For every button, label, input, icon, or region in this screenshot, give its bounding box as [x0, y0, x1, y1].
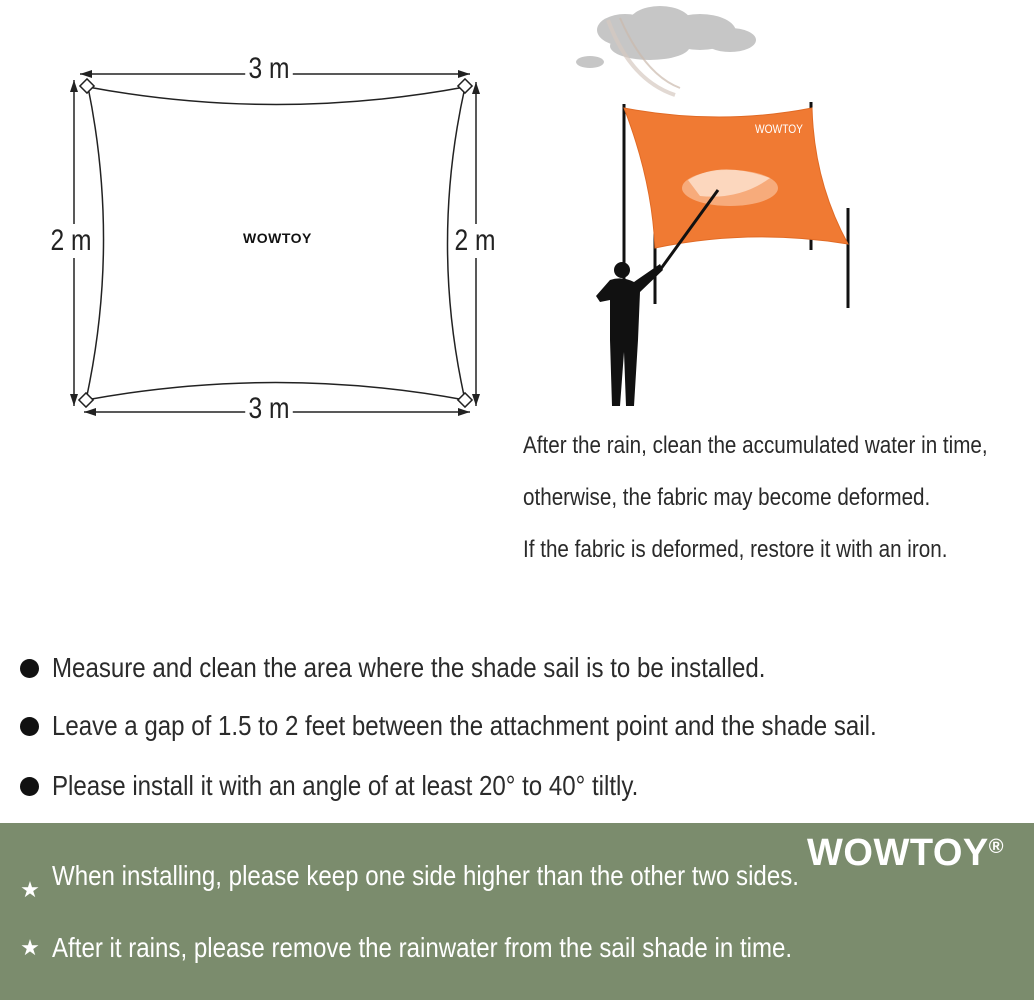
- illustration-sail-brand: WOWTOY: [755, 122, 803, 136]
- footer-tip-2: [20, 932, 913, 964]
- bullet-item-angle: [20, 770, 734, 802]
- footer-tip-text: After it rains, please remove the rainwater from the sail shade in time.: [52, 932, 793, 963]
- bullet-item-measure: [20, 652, 882, 684]
- bullet-text: Leave a gap of 1.5 to 2 feet between the attachment point and the shade sail.: [52, 710, 877, 741]
- left-dimension-label: 2 m: [47, 224, 95, 258]
- rain-note-2: otherwise, the fabric may become deformed.: [523, 484, 931, 511]
- bullet-text: Please install it with an angle of at least 20° to 40° tiltly.: [52, 770, 639, 801]
- star-icon: ★: [20, 935, 40, 960]
- bullet-item-gap: [20, 710, 1011, 742]
- registered-mark: ®: [988, 836, 1004, 858]
- diagram-brand-label: WOWTOY: [243, 230, 312, 246]
- rain-cloud-icon: [576, 6, 756, 68]
- rain-note-3: If the fabric is deformed, restore it with an iron.: [523, 536, 948, 563]
- top-dimension-label: 3 m: [245, 52, 293, 86]
- bottom-dimension-label: 3 m: [245, 392, 293, 426]
- bullet-dot-icon: [20, 717, 39, 736]
- rain-note-1: After the rain, clean the accumulated water in time,: [523, 432, 988, 459]
- bullet-dot-icon: [20, 777, 39, 796]
- footer-brand-text: WOWTOY: [807, 832, 989, 874]
- drain-water-illustration: [560, 0, 860, 420]
- bullet-dot-icon: [20, 659, 39, 678]
- person-silhouette-icon: [596, 262, 663, 406]
- bullet-text: Measure and clean the area where the shade sail is to be installed.: [52, 652, 766, 683]
- footer-tip-1: [20, 860, 921, 902]
- star-icon: ★: [20, 877, 40, 902]
- right-dimension-label: 2 m: [451, 224, 499, 258]
- footer-tip-text: When installing, please keep one side higher than the other two sides.: [52, 860, 799, 891]
